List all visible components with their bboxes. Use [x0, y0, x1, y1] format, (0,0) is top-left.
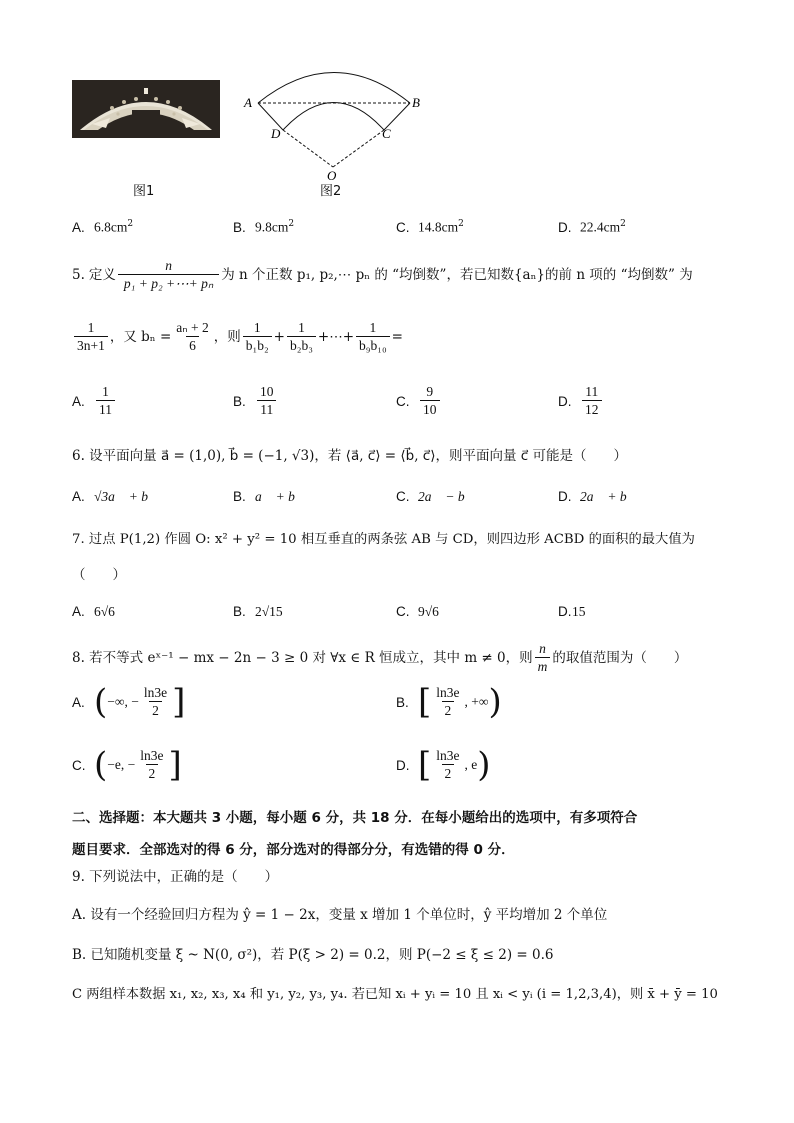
section-2-heading-line-1: 二、选择题：本大题共 3 小题，每小题 6 分，共 18 分．在每小题给出的选项中，有多项符合	[72, 810, 638, 826]
outer-arc	[258, 73, 410, 104]
q5-option-a[interactable]: A. $\frac{1}{11}$	[72, 384, 117, 418]
figure-1-label: 图1	[133, 184, 155, 199]
q5-definition-fraction: $\frac{n}{\text{p₁ + p₂ +⋯+ pₙ}}$	[118, 258, 219, 292]
q6-option-d[interactable]: D. 2a⃗ + b⃗	[558, 489, 638, 504]
figure-1-photo	[72, 80, 220, 138]
label-d: D	[271, 126, 281, 141]
radius-co	[333, 130, 384, 167]
figure-2-label: 图2	[320, 184, 342, 199]
q5-option-c[interactable]: C. $\frac{9}{10}$	[396, 384, 442, 418]
q7-option-a[interactable]: A. 6√6	[72, 604, 115, 619]
q8-stem: 8. 若不等式 eˣ⁻¹ − mx − 2n − 3 ≥ 0 对 ∀x ∈ R 恒成立，其中 m ≠ 0，则 $\frac{n}{m}$ 的取值范围为（ ）	[72, 641, 688, 674]
q8-ratio-fraction: $\frac{n}{m}$	[535, 641, 551, 675]
q9-option-c[interactable]: C 两组样本数据 x₁, x₂, x₃, x₄ 和 y₁, y₂, y₃, y₄. 若已知 xᵢ + yᵢ = 10 且 xᵢ < yᵢ (i = 1,2,3,4)，则 x̄ + ȳ = 10	[72, 987, 718, 1002]
q7-option-c[interactable]: C. 9√6	[396, 604, 439, 619]
q5-option-d[interactable]: D. $\frac{11}{12}$	[558, 384, 604, 418]
q5-sum-term-2: $\frac{1}{\text{b₂b₃}}$	[287, 320, 316, 354]
q6-option-c[interactable]: C. 2a⃗ − b⃗	[396, 489, 476, 504]
q5-line-2: $\frac{1}{3n+1}$ ，又 bₙ = $\frac{\text{aₙ + 2}}{6}$ ，则 $\frac{1}{\text{b₁b₂}}$ + $\frac{1}{\text{b₂b₃}}$ +⋯+ $\frac{1}{\text{b₉b₁₀}}$ =	[72, 320, 403, 354]
q4-option-b[interactable]: B. $9.8cm^2$	[233, 219, 295, 235]
q7-stem-line-2: （ ）	[72, 567, 126, 583]
q5-sum-term-3: $\frac{1}{\text{b₉b₁₀}}$	[356, 320, 390, 354]
q8-option-a[interactable]: A. ( −∞, − $\frac{\ln 3e}{2}$ ]	[72, 682, 186, 722]
q9-option-a[interactable]: A. 设有一个经验回归方程为 ŷ = 1 − 2x，变量 x 增加 1 个单位时，ŷ 平均增加 2 个单位	[72, 907, 608, 923]
q6-stem: 6. 设平面向量 a⃗ = (1,0), b⃗ = (−1, √3)，若 ⟨a⃗, c⃗⟩ = ⟨b⃗, c⃗⟩，则平面向量 c⃗ 可能是（ ）	[72, 448, 627, 464]
q5-number: 5.	[72, 267, 85, 283]
q6-option-a[interactable]: A. √3a⃗ + b⃗	[72, 489, 159, 504]
section-2-heading-line-2: 题目要求．全部选对的得 6 分，部分选对的得部分分，有选错的得 0 分．	[72, 842, 515, 858]
label-c: C	[382, 126, 391, 141]
q6-option-b[interactable]: B. a⃗ + b⃗	[233, 489, 306, 504]
q7-option-b[interactable]: B. 2√15	[233, 604, 283, 619]
q9-stem: 9. 下列说法中，正确的是（ ）	[72, 869, 279, 885]
q7-option-d[interactable]: D.15	[558, 604, 586, 619]
q5-option-b[interactable]: B. $\frac{10}{11}$	[233, 384, 279, 418]
q4-option-c[interactable]: C. $14.8cm^2$	[396, 219, 464, 235]
q5-sum-term-1: $\frac{1}{\text{b₁b₂}}$	[243, 320, 272, 354]
figure-2-diagram	[240, 60, 430, 185]
radius-do	[283, 130, 333, 167]
jade-arch-image	[72, 80, 220, 138]
q8-option-d[interactable]: D. [ $\frac{\ln 3e}{2}$ , e )	[396, 745, 491, 785]
label-a: A	[244, 95, 252, 110]
q5-line-1: 5. 定义 $\frac{n}{\text{p₁ + p₂ +⋯+ pₙ}}$ 为 n 个正数 p₁, p₂,⋯ pₙ 的 “均倒数”，若已知数{aₙ}的前 n 项的 “均倒数” 为	[72, 258, 693, 291]
q9-option-b[interactable]: B. 已知随机变量 ξ ~ N(0, σ²)，若 P(ξ > 2) = 0.2，则 P(−2 ≤ ξ ≤ 2) = 0.6	[72, 947, 554, 963]
q5-bn-fraction: $\frac{\text{aₙ + 2}}{6}$	[176, 320, 209, 353]
q5-mean-fraction: $\frac{1}{3n+1}$	[74, 320, 108, 354]
q4-option-d[interactable]: D. $22.4cm^2$	[558, 219, 626, 235]
inner-arc	[283, 103, 384, 131]
label-b: B	[412, 95, 420, 110]
q7-stem-line-1: 7. 过点 P(1,2) 作圆 O: x² + y² = 10 相互垂直的两条弦 AB 与 CD，则四边形 ACBD 的面积的最大值为	[72, 532, 695, 547]
q4-option-a[interactable]: A. $6.8cm^2$	[72, 219, 134, 235]
label-o: O	[327, 168, 337, 183]
q8-option-c[interactable]: C. ( −e, − $\frac{\ln 3e}{2}$ ]	[72, 745, 182, 785]
q8-option-b[interactable]: B. [ $\frac{\ln 3e}{2}$ , +∞ )	[396, 682, 502, 722]
